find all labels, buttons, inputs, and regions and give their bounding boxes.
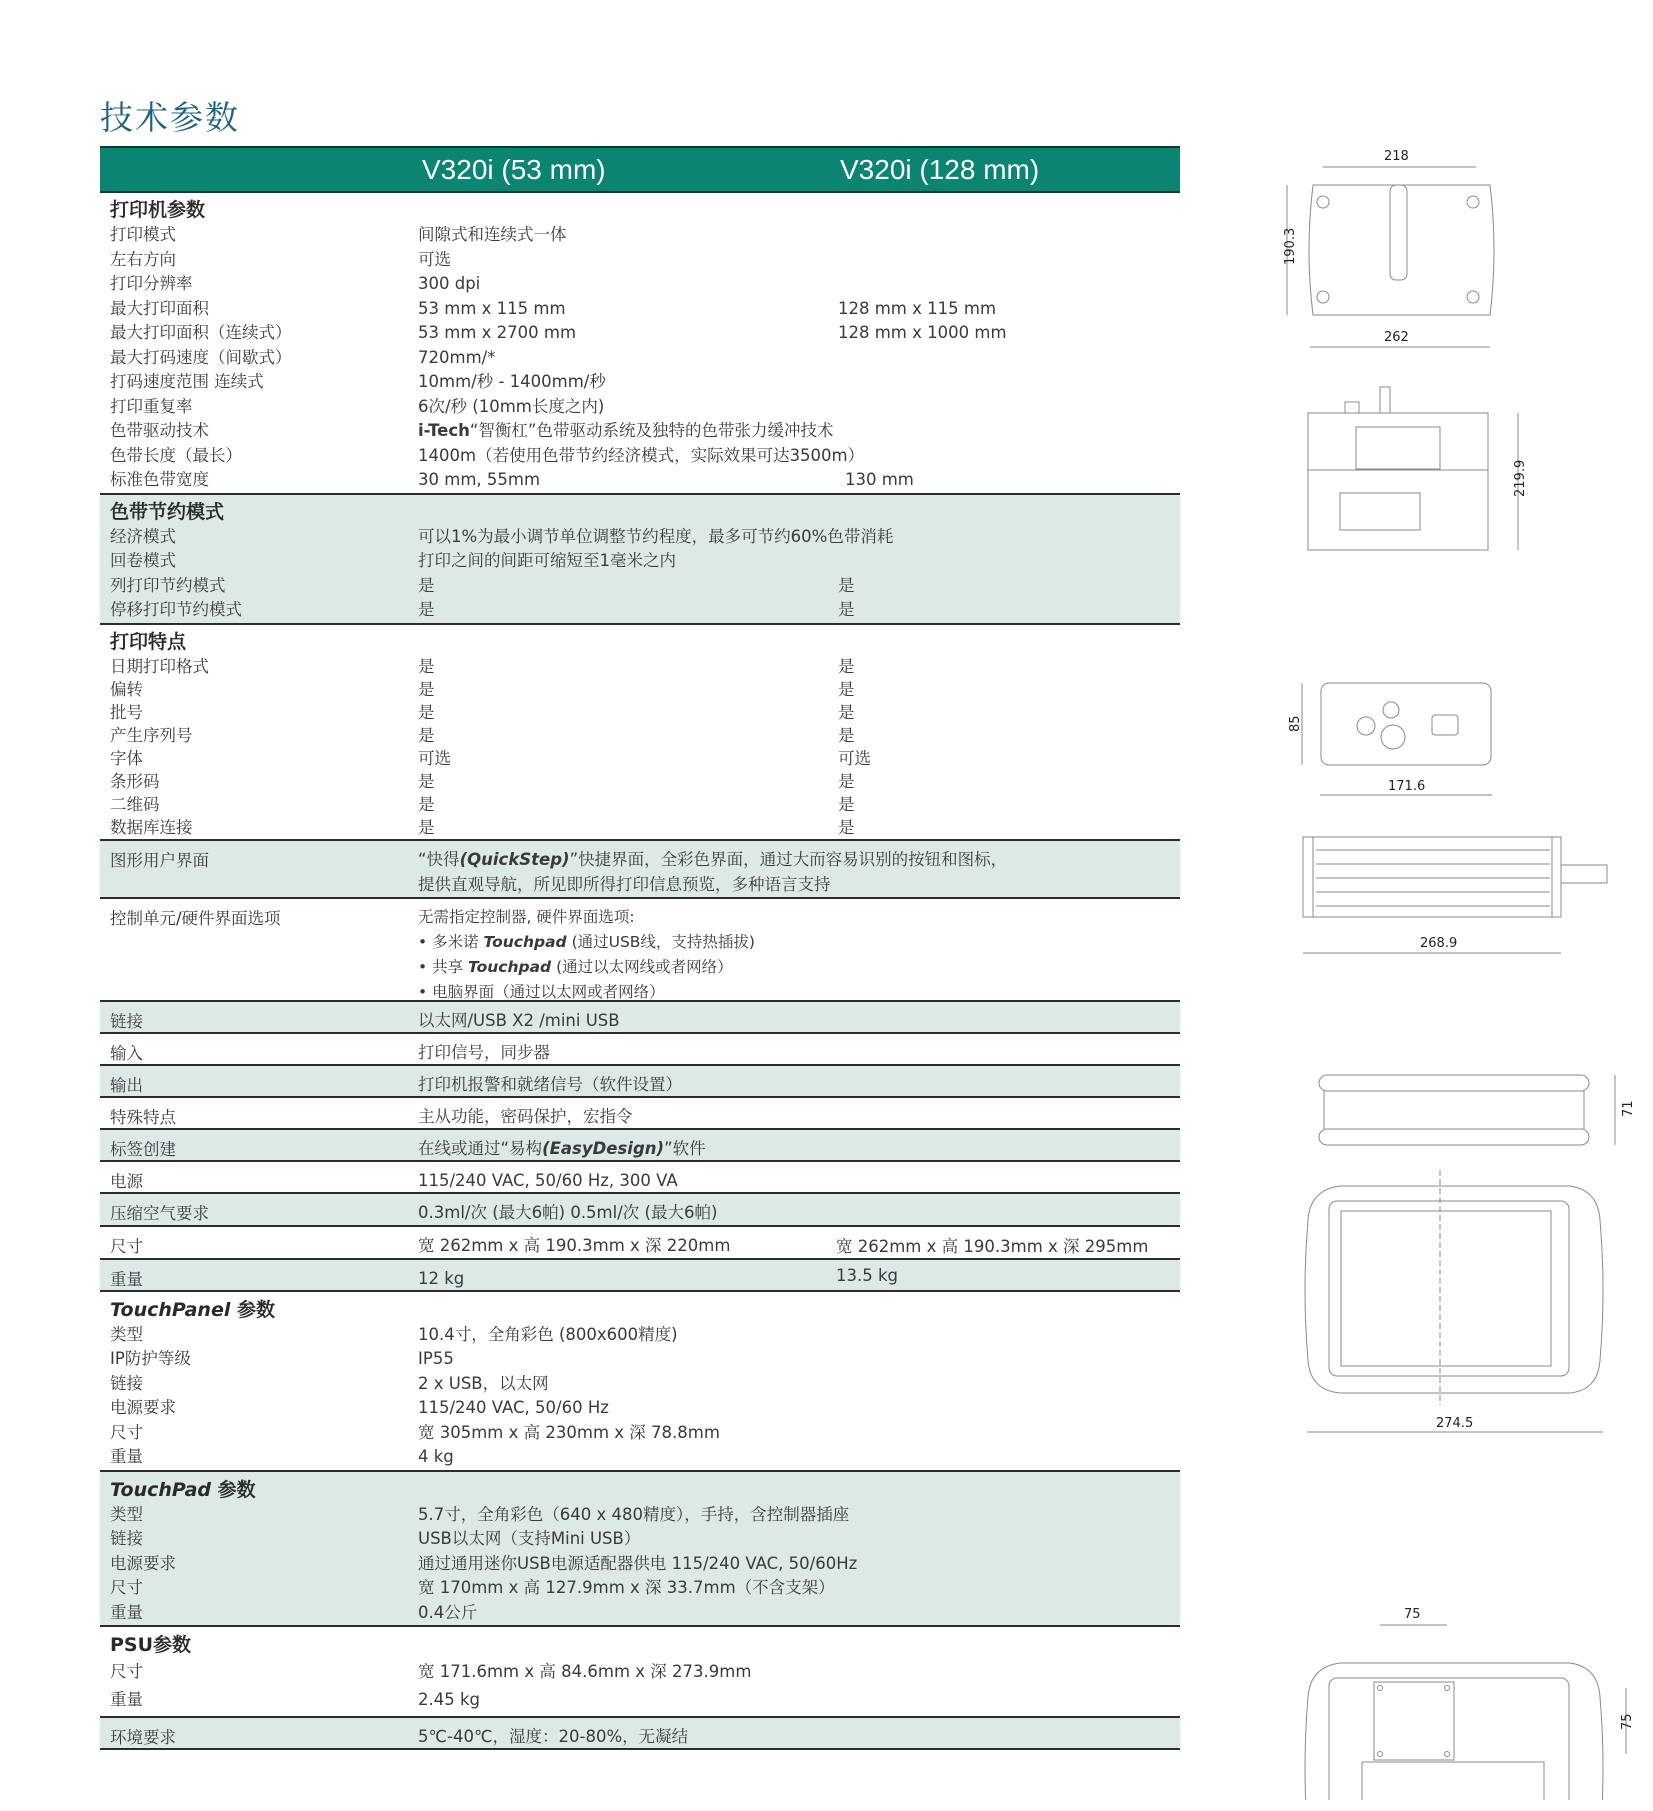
- row-label-creation: [100, 1130, 1180, 1162]
- row-label: 电源: [110, 1171, 143, 1191]
- header-model-53mm: V320i (53 mm): [422, 154, 606, 185]
- row-label: 数据库连接: [110, 817, 193, 837]
- section-ribbon-saving: [100, 495, 1180, 625]
- gui-text: “快得: [418, 849, 460, 869]
- row-value: 宽 170mm x 高 127.9mm x 深 33.7mm（不含支架）: [418, 1578, 835, 1597]
- row-label: 字体: [110, 748, 143, 768]
- row-label: 日期打印格式: [110, 656, 209, 676]
- dim-262: 262: [1384, 330, 1409, 345]
- row-label: 压缩空气要求: [110, 1203, 209, 1223]
- row-value: IP55: [418, 1349, 454, 1368]
- row-label: 打码速度范围 连续式: [110, 372, 264, 391]
- table-row: [100, 1323, 1180, 1348]
- row-label: 条形码: [110, 771, 160, 791]
- dim-274-5: 274.5: [1436, 1416, 1474, 1431]
- section-touchpanel: [100, 1292, 1180, 1472]
- row-weight: [100, 1260, 1180, 1292]
- row-label: 打印分辨率: [110, 274, 193, 293]
- row-label: 色带驱动技术: [110, 421, 209, 440]
- row-value: 2 x USB，以太网: [418, 1373, 549, 1393]
- row-value: 可选: [418, 748, 451, 768]
- row-value-128: 是: [838, 725, 855, 745]
- section-title: [100, 1475, 1180, 1503]
- row-label: 回卷模式: [110, 551, 176, 570]
- table-row: [100, 297, 1180, 322]
- brand-touchpad: Touchpad: [468, 957, 552, 976]
- row-value-128: 是: [838, 817, 855, 837]
- controller-item: [418, 983, 665, 1001]
- row-value-128: 130 mm: [845, 470, 914, 489]
- section-print-features: [100, 625, 1180, 841]
- row-value: 是: [418, 656, 435, 676]
- table-row: [100, 419, 1180, 444]
- row-value: 宽 305mm x 高 230mm x 深 78.8mm: [418, 1422, 720, 1442]
- row-value: 是: [418, 600, 435, 619]
- section-title: PSU参数: [110, 1634, 192, 1656]
- controller-item: [418, 933, 755, 951]
- table-row: [100, 816, 1180, 839]
- dim-190-3: 190.3: [1283, 227, 1298, 265]
- row-value: 53 mm x 115 mm: [418, 298, 566, 318]
- table-row: [100, 793, 1180, 816]
- row-value: 2.45 kg: [418, 1690, 481, 1709]
- brand-quickstep: (QuickStep): [459, 849, 570, 869]
- dim-268-9: 268.9: [1420, 936, 1458, 951]
- dim-171-6: 171.6: [1388, 779, 1426, 794]
- table-row: [100, 1686, 1180, 1714]
- table-row: [100, 598, 1180, 623]
- table-row: [100, 724, 1180, 747]
- dim-218: 218: [1384, 149, 1409, 164]
- printer-top-view-drawing: [1283, 149, 1494, 347]
- row-label: 尺寸: [110, 1422, 143, 1442]
- table-row: [100, 1347, 1180, 1372]
- table-row: [100, 444, 1180, 469]
- row-label: 输入: [110, 1043, 143, 1063]
- table-row: [100, 1445, 1180, 1470]
- row-label: 图形用户界面: [110, 850, 209, 870]
- row-value-128: 是: [838, 794, 855, 814]
- row-power: [100, 1162, 1180, 1194]
- table-row: [100, 701, 1180, 724]
- row-label: 停移打印节约模式: [110, 600, 242, 619]
- table-row: [100, 549, 1180, 574]
- row-output: [100, 1066, 1180, 1098]
- table-row: [100, 321, 1180, 346]
- table-row: [100, 1601, 1180, 1626]
- row-label: 打印模式: [110, 225, 176, 244]
- section-title: [100, 1295, 1180, 1323]
- row-value-128: 是: [838, 656, 855, 676]
- technical-drawings: [1240, 140, 1640, 1800]
- row-label: 列打印节约模式: [110, 575, 226, 595]
- row-value: 是: [418, 771, 435, 791]
- brand-touchpad: Touchpad: [483, 932, 567, 951]
- row-label: 重量: [110, 1602, 143, 1622]
- row-value: 5.7寸，全角彩色（640 x 480精度），手持，含控制器插座: [418, 1504, 850, 1524]
- row-label: 标准色带宽度: [110, 470, 209, 489]
- row-label: 左右方向: [110, 249, 176, 269]
- row-label: 重量: [110, 1690, 143, 1709]
- row-value: 是: [418, 725, 435, 745]
- row-value: 是: [418, 794, 435, 814]
- row-label: 控制单元/硬件界面选项: [110, 908, 281, 928]
- row-label: 特殊特点: [110, 1107, 176, 1127]
- row-gui: [100, 841, 1180, 899]
- row-label: 最大打印面积（连续式）: [110, 323, 292, 342]
- item-text: • 共享: [418, 957, 468, 976]
- item-text: (通过USB线，支持热插拔): [566, 932, 755, 951]
- header-model-128mm: V320i (128 mm): [840, 154, 1040, 185]
- touchpanel-side-drawing: [1319, 1075, 1636, 1145]
- psu-side-drawing: [1303, 837, 1607, 953]
- row-special: [100, 1098, 1180, 1130]
- table-row: [100, 1576, 1180, 1601]
- row-value: 0.3ml/次 (最大6帕) 0.5ml/次 (最大6帕): [418, 1202, 718, 1222]
- row-value: USB以太网（支持Mini USB）: [418, 1529, 641, 1548]
- row-value-128: 是: [838, 575, 855, 595]
- row-value: 300 dpi: [418, 274, 481, 293]
- row-value: 10mm/秒 - 1400mm/秒: [418, 372, 606, 391]
- row-value: 6次/秒 (10mm长度之内): [418, 396, 605, 416]
- row-value-128: 13.5 kg: [836, 1265, 899, 1285]
- row-value: 通过通用迷你USB电源适配器供电 115/240 VAC, 50/60Hz: [418, 1553, 858, 1573]
- row-label: IP防护等级: [110, 1349, 191, 1368]
- psu-front-drawing: [1288, 683, 1492, 795]
- item-text: • 电脑界面（通过以太网或者网络）: [418, 982, 665, 1001]
- section-psu: [100, 1627, 1180, 1718]
- controller-item: [418, 958, 733, 976]
- row-value-128: 是: [838, 702, 855, 722]
- row-value: 以太网/USB X2 /mini USB: [418, 1010, 620, 1030]
- section-title: 打印机参数: [110, 199, 206, 221]
- table-header: [100, 146, 1180, 193]
- dim-75-vertical: 75: [1620, 1713, 1635, 1730]
- row-value: 720mm/*: [418, 347, 496, 367]
- dim-75-horizontal: 75: [1404, 1607, 1421, 1622]
- touchpanel-front-drawing: [1305, 1170, 1603, 1432]
- row-value: 宽 171.6mm x 高 84.6mm x 深 273.9mm: [418, 1662, 752, 1681]
- spec-table: [100, 146, 1180, 1750]
- table-row: [100, 1372, 1180, 1397]
- title-rest: 参数: [211, 1478, 256, 1501]
- row-label: 链接: [110, 1529, 143, 1548]
- row-environment: [100, 1718, 1180, 1750]
- section-touchpad: [100, 1472, 1180, 1628]
- row-label: 链接: [110, 1373, 143, 1393]
- row-value-128: 是: [838, 679, 855, 699]
- dim-219-9: 219.9: [1513, 459, 1528, 497]
- table-row: [100, 1421, 1180, 1446]
- row-label: 最大打码速度（间歇式）: [110, 347, 292, 367]
- row-label: 电源要求: [110, 1553, 176, 1573]
- row-label: 偏转: [110, 679, 143, 699]
- item-text: • 多米诺: [418, 932, 484, 951]
- row-value: 是: [418, 575, 435, 595]
- row-input: [100, 1034, 1180, 1066]
- row-label: 尺寸: [110, 1236, 143, 1256]
- table-row: [100, 678, 1180, 701]
- row-label: 尺寸: [110, 1662, 143, 1681]
- row-value-128: 是: [838, 771, 855, 791]
- row-value: 可选: [418, 249, 451, 269]
- row-value: 1400m（若使用色带节约经济模式，实际效果可达3500m）: [418, 445, 865, 465]
- row-value: 30 mm, 55mm: [418, 470, 541, 489]
- dim-71: 71: [1621, 1100, 1636, 1117]
- table-row: [100, 370, 1180, 395]
- row-value-128: 128 mm x 115 mm: [838, 298, 997, 318]
- row-value: 12 kg: [418, 1268, 465, 1288]
- title-brand: TouchPad: [110, 1478, 212, 1501]
- title-rest: 参数: [230, 1298, 275, 1321]
- row-value: 可以1%为最小调节单位调整节约程度，最多可节约60%色带消耗: [418, 526, 894, 546]
- gui-text: ”快捷界面，全彩色界面，通过大而容易识别的按钮和图标，: [569, 849, 1008, 869]
- row-value: 打印信号，同步器: [418, 1042, 550, 1062]
- row-label: 最大打印面积: [110, 298, 209, 318]
- row-value: 53 mm x 2700 mm: [418, 323, 577, 342]
- row-label: 尺寸: [110, 1578, 143, 1597]
- lc-text: ”软件: [664, 1138, 706, 1158]
- row-value: 是: [418, 817, 435, 837]
- row-dimensions: [100, 1227, 1180, 1260]
- table-row: [100, 346, 1180, 371]
- row-label: 标签创建: [110, 1139, 176, 1159]
- row-label: 二维码: [110, 794, 160, 814]
- row-connection: [100, 1002, 1180, 1034]
- table-row: [100, 655, 1180, 678]
- touchpad-back-drawing: [1305, 1607, 1635, 1800]
- dim-85: 85: [1288, 715, 1303, 732]
- section-title: 色带节约模式: [110, 500, 225, 523]
- page-title: 技术参数: [100, 98, 240, 137]
- row-label: 色带长度（最长）: [110, 445, 242, 465]
- row-value: 5℃-40℃，湿度：20-80%，无凝结: [418, 1727, 689, 1746]
- row-value: 0.4公斤: [418, 1602, 478, 1622]
- row-label: 环境要求: [110, 1728, 176, 1747]
- table-row: [100, 1396, 1180, 1421]
- table-row: [100, 248, 1180, 273]
- section-title: 打印特点: [110, 630, 187, 653]
- row-value: 打印之间的间距可缩短至1毫米之内: [418, 551, 676, 570]
- row-value: 115/240 VAC, 50/60 Hz: [418, 1398, 609, 1417]
- row-label: 类型: [110, 1324, 143, 1344]
- row-label: 类型: [110, 1504, 143, 1524]
- table-row: [100, 395, 1180, 420]
- row-value: 间隙式和连续式一体: [418, 225, 567, 244]
- table-row: [100, 574, 1180, 599]
- row-value: [418, 905, 755, 1005]
- row-value-128: 是: [838, 600, 855, 619]
- row-value: [418, 847, 1007, 897]
- row-value-128: 可选: [838, 748, 871, 768]
- row-value: 10.4寸，全角彩色 (800x600精度): [418, 1324, 678, 1344]
- table-row: [100, 1658, 1180, 1686]
- row-label: 产生序列号: [110, 725, 193, 745]
- brand-easydesign: (EasyDesign): [542, 1138, 665, 1158]
- table-row: [100, 223, 1180, 248]
- row-label: 链接: [110, 1011, 143, 1031]
- table-row: [100, 747, 1180, 770]
- row-value-128: 宽 262mm x 高 190.3mm x 深 295mm: [836, 1236, 1149, 1256]
- row-label: 经济模式: [110, 526, 176, 546]
- row-label: 批号: [110, 702, 143, 722]
- row-value: 主从功能，密码保护，宏指令: [418, 1106, 633, 1126]
- row-label: 打印重复率: [110, 396, 193, 416]
- brand-itech: i-Tech: [418, 421, 470, 440]
- title-brand: TouchPanel: [110, 1298, 231, 1321]
- gui-text-line2: 提供直观导航，所见即所得打印信息预览，多种语言支持: [418, 874, 831, 894]
- row-label: 电源要求: [110, 1398, 176, 1417]
- table-row: [100, 1552, 1180, 1577]
- table-row: [100, 770, 1180, 793]
- row-value: 是: [418, 702, 435, 722]
- row-air: [100, 1194, 1180, 1227]
- printer-side-view-drawing: [1308, 387, 1528, 550]
- row-value-text: “智衡杠”色带驱动系统及独特的色带张力缓冲技术: [469, 421, 834, 440]
- row-value: 打印机报警和就绪信号（软件设置）: [418, 1074, 682, 1094]
- row-value: 4 kg: [418, 1447, 454, 1466]
- row-value: 115/240 VAC, 50/60 Hz, 300 VA: [418, 1170, 678, 1190]
- row-label: 输出: [110, 1075, 143, 1095]
- row-value-128: 128 mm x 1000 mm: [838, 323, 1007, 342]
- row-label: 重量: [110, 1269, 143, 1289]
- row-value: 是: [418, 679, 435, 699]
- lc-text: 在线或通过“易构: [418, 1138, 543, 1158]
- row-value: 宽 262mm x 高 190.3mm x 深 220mm: [418, 1235, 731, 1255]
- table-row: [100, 272, 1180, 297]
- row-label: 重量: [110, 1447, 143, 1466]
- table-row: [100, 1503, 1180, 1528]
- table-row: [100, 468, 1180, 493]
- row-value: [418, 1136, 706, 1161]
- item-text: (通过以太网线或者网络）: [551, 957, 733, 976]
- table-row: [100, 1527, 1180, 1552]
- controller-intro: 无需指定控制器, 硬件界面选项:: [418, 907, 635, 926]
- row-value: [418, 419, 833, 443]
- section-printer: [100, 193, 1180, 495]
- table-row: [100, 525, 1180, 550]
- row-controller: [100, 899, 1180, 1002]
